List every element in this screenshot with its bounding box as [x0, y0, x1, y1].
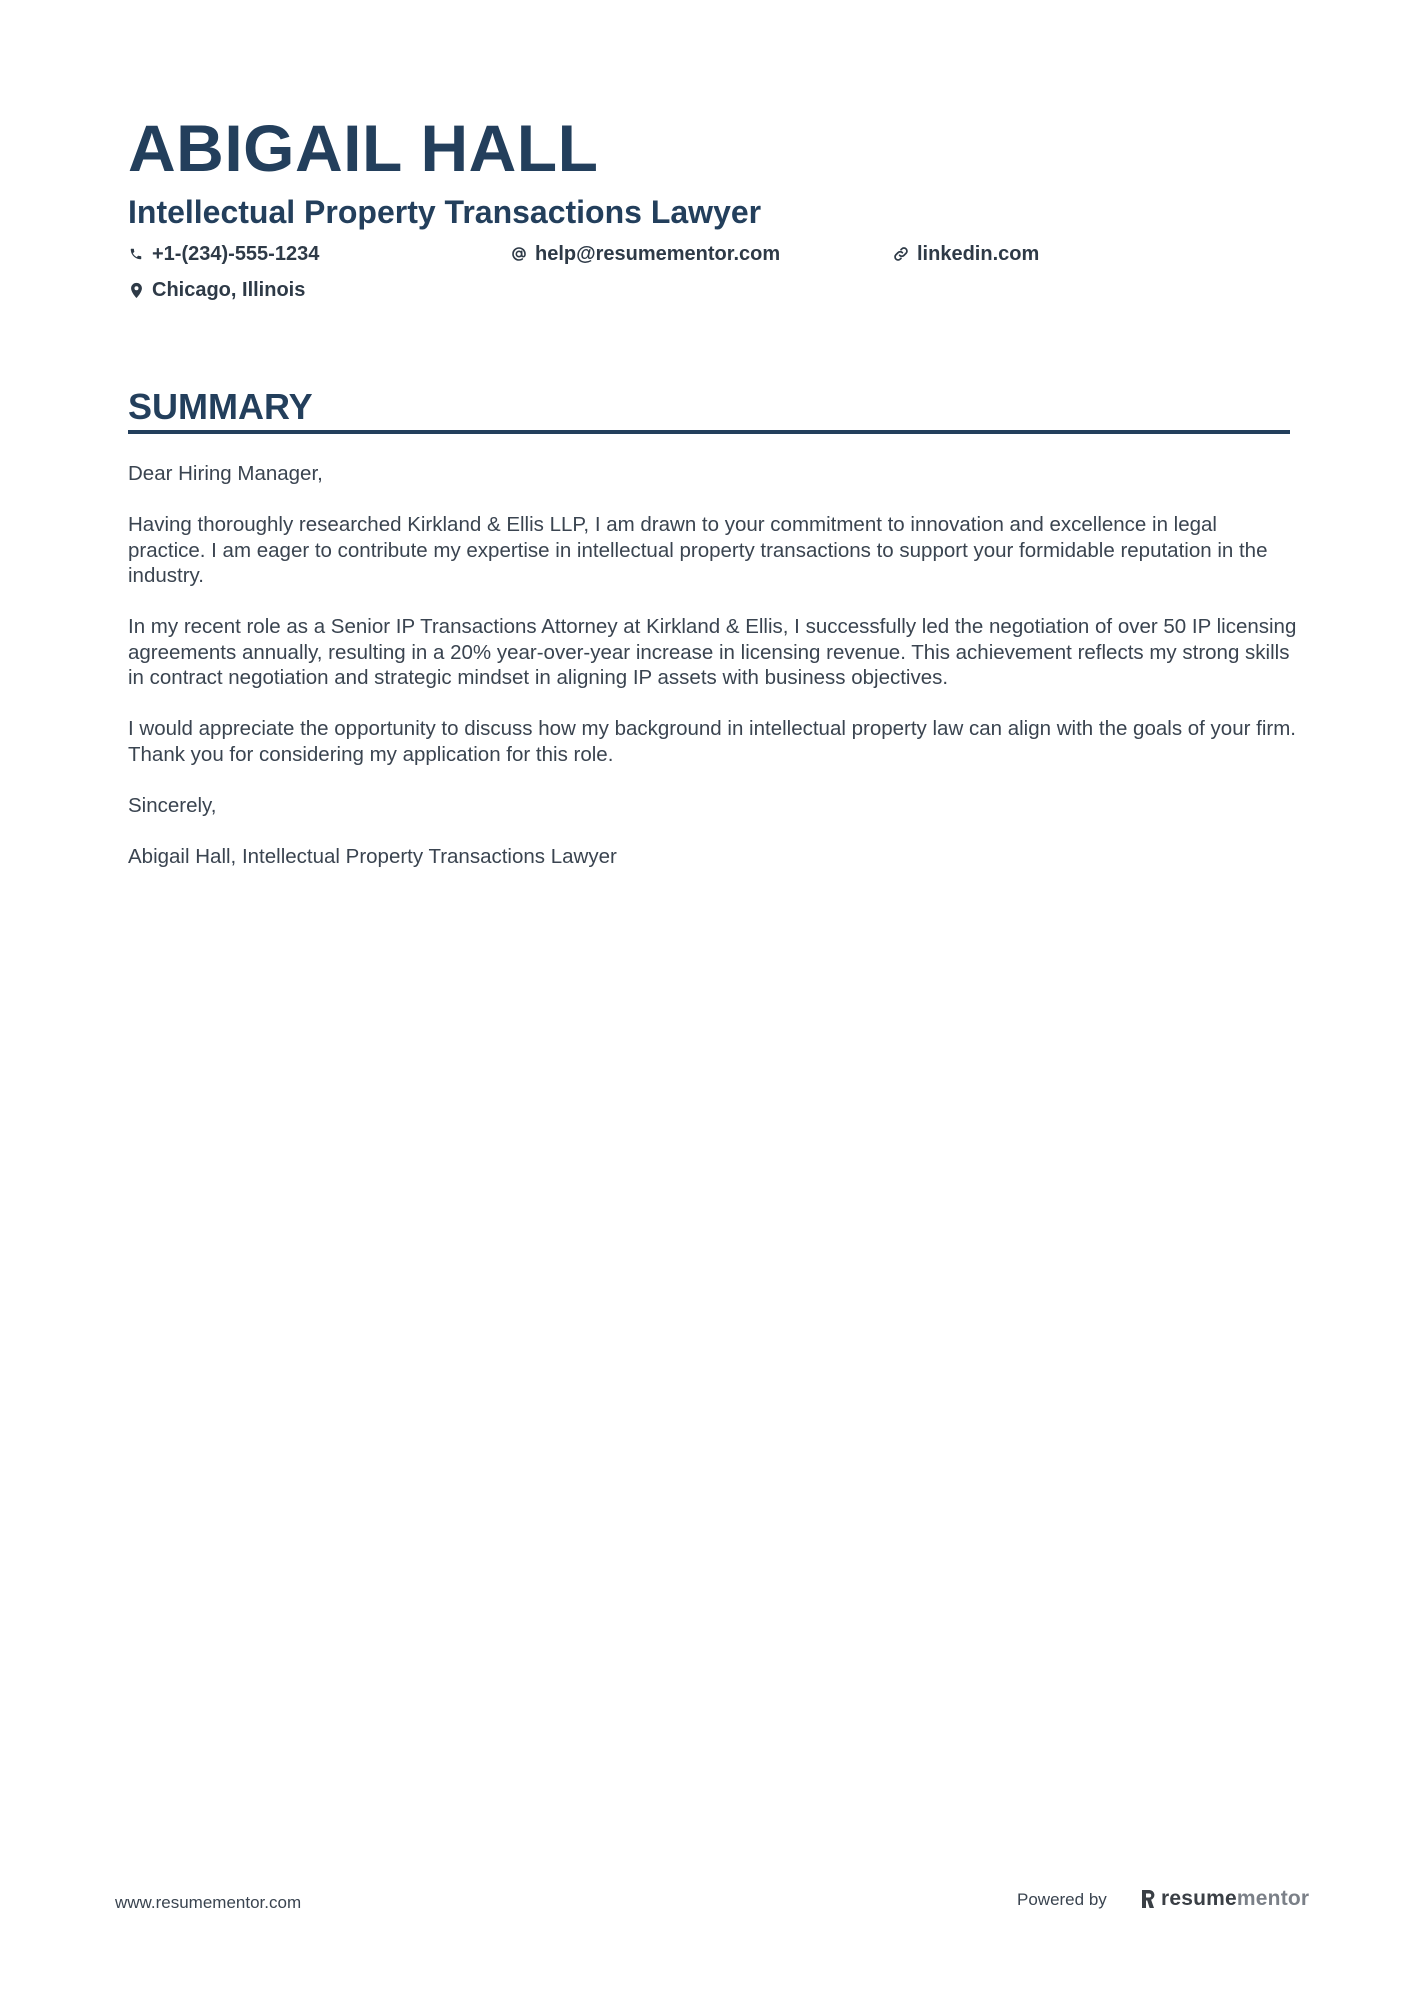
paragraph: In my recent role as a Senior IP Transactions Attorney at Kirkland & Ellis, I successfully led the negotiation of over 50 IP licensing agreements annually, resulting in a 20% year-over-year increase in licensing revenue. This achievement reflects my strong skills in contract negotiation and strategic mindset in aligning IP assets with business objectives.	[128, 615, 1297, 689]
link-icon	[893, 245, 909, 263]
signature: Abigail Hall, Intellectual Property Transactions Lawyer	[128, 844, 617, 868]
contact-email[interactable]	[511, 241, 780, 267]
paragraph: Having thoroughly researched Kirkland & Ellis LLP, I am drawn to your commitment to innovation and excellence in legal practice. I am eager to contribute my expertise in intellectual property transactions to support your formidable reputation in the industry.	[128, 513, 1268, 587]
at-sign-icon	[511, 245, 527, 263]
summary-heading: SUMMARY	[128, 386, 313, 427]
contact-link-text: linkedin.com	[917, 243, 1040, 265]
contact-link[interactable]	[893, 241, 1039, 267]
brand-wordmark-light: mentor	[1236, 1887, 1310, 1910]
phone-icon	[128, 245, 144, 263]
contact-location-text: Chicago, Illinois	[152, 279, 306, 301]
summary-body	[128, 461, 1298, 895]
candidate-title: Intellectual Property Transactions Lawyer	[128, 194, 762, 230]
closing: Sincerely,	[128, 793, 217, 817]
brand-mark-icon	[1140, 1888, 1156, 1910]
contact-phone-text: +1-(234)-555-1234	[152, 243, 320, 265]
contact-phone	[128, 241, 319, 267]
contact-location	[128, 277, 305, 303]
brand-wordmark	[1161, 1886, 1309, 1912]
powered-by-label: Powered by	[1017, 1890, 1107, 1909]
summary-divider	[128, 430, 1290, 434]
contact-email-text: help@resumementor.com	[535, 243, 781, 265]
paragraph: I would appreciate the opportunity to discuss how my background in intellectual property law can align with the goals of your firm. Thank you for considering my application for this role.	[128, 717, 1296, 766]
candidate-name: ABIGAIL HALL	[128, 111, 599, 185]
salutation: Dear Hiring Manager,	[128, 462, 323, 485]
brand-wordmark-bold: resume	[1161, 1887, 1237, 1910]
map-pin-icon	[128, 281, 144, 299]
brand-logo[interactable]	[1140, 1886, 1309, 1912]
footer-url[interactable]: www.resumementor.com	[115, 1893, 302, 1912]
